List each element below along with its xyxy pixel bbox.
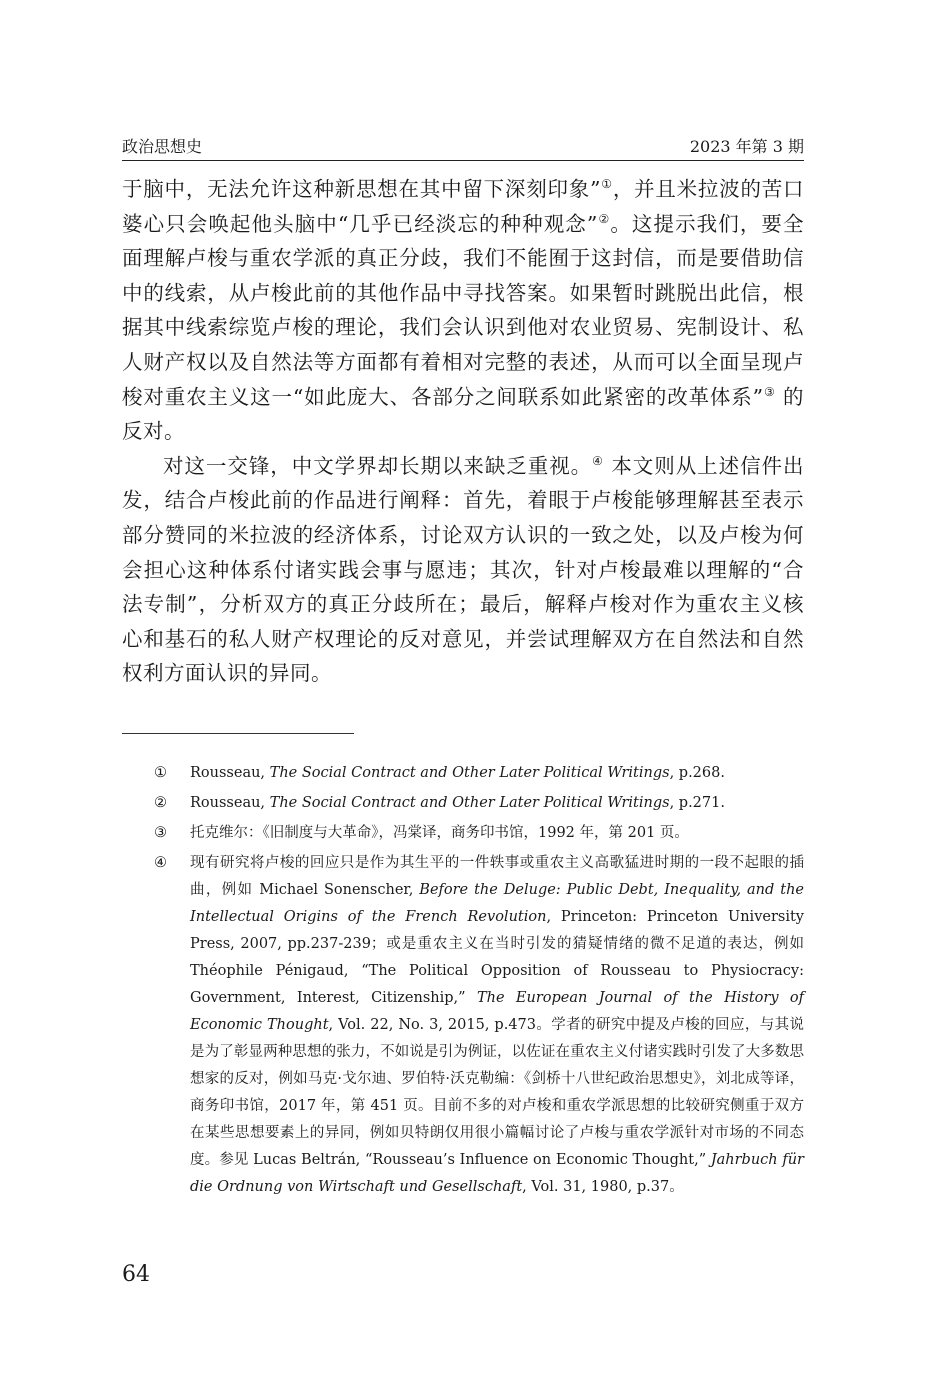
footnote-2 xyxy=(154,790,804,817)
main-text xyxy=(122,172,804,691)
footnote-4-text-a: 现有研究将卢梭的回应只是作为其生平的一件轶事或重农主义高歌猛进时期的一段不起眼的插曲，例如 Michael Sonenscher, xyxy=(190,855,804,898)
footnote-ref-4[interactable]: ④ xyxy=(592,453,604,468)
journal-title: 政治思想史 xyxy=(122,137,203,156)
footnote-4-text-e: , Vol. 22, No. 3, 2015, p.473。学者的研究中提及卢梭的回应，与其说是为了彰显两种思想的张力，不如说是引为例证，以佐证在重农主义付诸实践时引发了大多数思想家的反对，例如马克·戈尔迪、罗伯特·沃克勒编：《剑桥十八世纪政治思想史》，刘北成等译，商务印书馆，2017 年，第 451 页。目前不多的对卢梭和重农学派思想的比较研究侧重于双方在某些思想要素上的异同，例如贝特朗仅用很小篇幅讨论了卢梭与重农学派针对市场的不同态度。参见 Lucas Beltrán, “Rousseau’s Influence on Economic Thought,” xyxy=(190,1017,804,1168)
footnote-4-book-title: Before the Deluge: Public Debt, Inequality, and the Intellectual Origins of the French Revolution xyxy=(190,882,804,925)
footnote-1 xyxy=(154,760,804,787)
paragraph-2-text-a: 对这一交锋，中文学界却长期以来缺乏重视。 xyxy=(163,453,593,478)
footnote-4 xyxy=(154,850,804,1201)
footnote-number: ② xyxy=(154,795,167,811)
footnote-1-title: The Social Contract and Other Later Political Writings xyxy=(269,765,670,781)
page-number: 64 xyxy=(122,1262,150,1287)
paragraph-1 xyxy=(122,172,804,449)
footnote-ref-2[interactable]: ② xyxy=(597,211,611,226)
footnote-4-journal-title: The European Journal of the History of Economic Thought xyxy=(190,990,804,1033)
footnote-4-yearbook-title: Jahrbuch für die Ordnung von Wirtschaft und Gesellschaft xyxy=(190,1152,804,1195)
footnote-1-author: Rousseau, xyxy=(190,765,270,781)
footnote-divider xyxy=(122,733,354,734)
running-header xyxy=(122,130,804,161)
paragraph-1-text-c: 。这提示我们，要全面理解卢梭与重农学派的真正分歧，我们不能囿于这封信，而是要借助信中的线索，从卢梭此前的其他作品中寻找答案。如果暂时跳脱出此信，根据其中线索综览卢梭的理论，我们会认识到他对农业贸易、宪制设计、私人财产权以及自然法等方面都有着相对完整的表述，从而可以全面呈现卢梭对重农主义这一“如此庞大、各部分之间联系如此紧密的改革体系” xyxy=(122,211,805,409)
footnote-number: ④ xyxy=(154,855,167,871)
footnote-number: ③ xyxy=(154,825,167,841)
footnotes xyxy=(154,760,804,1204)
footnote-1-page: , p.268. xyxy=(669,765,725,781)
footnote-2-page: , p.271. xyxy=(669,795,725,811)
footnote-2-author: Rousseau, xyxy=(190,795,270,811)
footnote-ref-3[interactable]: ③ xyxy=(763,384,776,399)
paragraph-1-text-b: ，并且米拉波的苦口婆心只会唤起他头脑中“几乎已经淡忘的种种观念” xyxy=(122,177,804,236)
footnote-number: ① xyxy=(154,765,167,781)
paragraph-2-text-b: 本文则从上述信件出发，结合卢梭此前的作品进行阐释：首先，着眼于卢梭能够理解甚至表示部分赞同的米拉波的经济体系，讨论双方认识的一致之处，以及卢梭为何会担心这种体系付诸实践会事与愿违；其次，针对卢梭最难以理解的“合法专制”，分析双方的真正分歧所在；最后，解释卢梭对作为重农主义核心和基石的私人财产权理论的反对意见，并尝试理解双方在自然法和自然权利方面认识的异同。 xyxy=(122,453,804,686)
issue-label: 2023 年第 3 期 xyxy=(689,137,804,156)
footnote-4-text-g: , Vol. 31, 1980, p.37。 xyxy=(522,1179,684,1195)
paragraph-2 xyxy=(122,449,804,691)
paragraph-1-text-a: 于脑中，无法允许这种新思想在其中留下深刻印象” xyxy=(122,177,601,201)
footnote-4-text-c: , Princeton: Princeton University Press, 2007, pp.237-239；或是重农主义在当时引发的猜疑情绪的微不足道的表达，例如 Théophile Pénigaud, “The Political Opposition of Rousseau to Physiocracy: Government, Interest, Citizenship,” xyxy=(190,909,804,1006)
footnote-3-text: 托克维尔：《旧制度与大革命》，冯棠译，商务印书馆，1992 年，第 201 页。 xyxy=(190,825,689,841)
footnote-3 xyxy=(154,820,804,847)
footnote-2-title: The Social Contract and Other Later Political Writings xyxy=(269,795,670,811)
footnote-ref-1[interactable]: ① xyxy=(601,177,613,192)
paragraph-1-text-d: 的反对。 xyxy=(122,384,804,444)
